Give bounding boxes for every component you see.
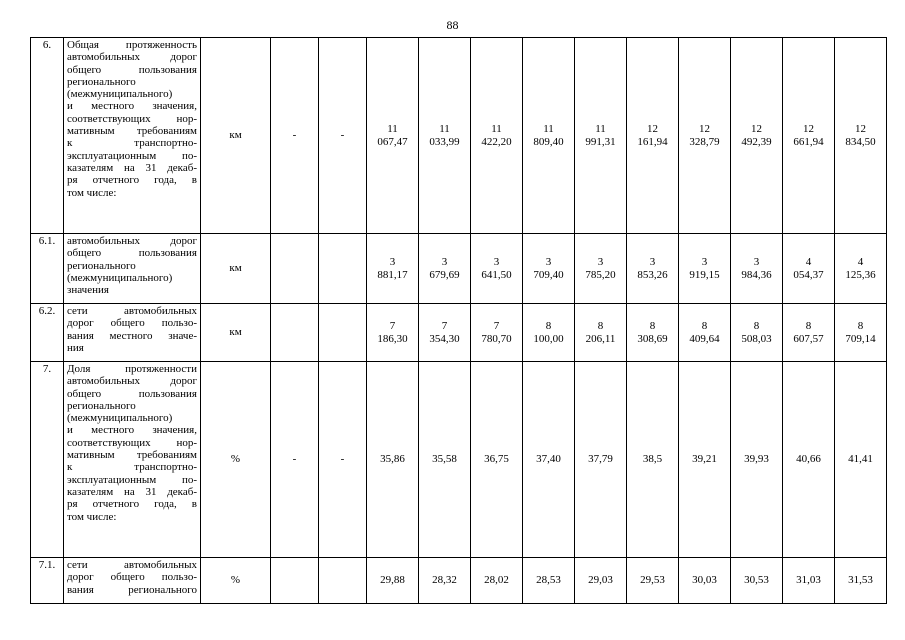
- table-row: [31, 38, 887, 234]
- year-value-cell: [783, 234, 835, 304]
- year-value-cell: [367, 362, 419, 558]
- year-value-cell: [575, 362, 627, 558]
- value-line: 033,99: [429, 135, 460, 148]
- unit-cell: %: [201, 362, 271, 558]
- year-value-cell: [783, 558, 835, 604]
- value-line: 12: [699, 123, 710, 136]
- indicator-name: [64, 234, 201, 304]
- indicator-name-line: эксплуатационным по-: [67, 149, 197, 162]
- value-line: 7: [441, 320, 448, 333]
- value-line: 054,37: [793, 268, 824, 281]
- indicator-name-line: общего пользования: [67, 387, 197, 400]
- indicator-name-line: мативным требованиям: [67, 125, 197, 138]
- row-number: 7.1.: [31, 558, 64, 604]
- year-value-cell: [783, 362, 835, 558]
- indicator-name-line: общего пользования: [67, 63, 197, 76]
- year-value-cell: [367, 304, 419, 362]
- value-line: 709,14: [845, 332, 876, 345]
- value-line: 3: [493, 256, 500, 269]
- indicator-name-line: (межмуниципального): [67, 412, 173, 425]
- value-line: 161,94: [637, 135, 668, 148]
- value-line: 8: [545, 320, 552, 333]
- value-line: 7: [493, 320, 500, 333]
- value-line: 881,17: [377, 268, 408, 281]
- value-line: 38,5: [642, 453, 663, 466]
- value-line: 8: [649, 320, 656, 333]
- value-line: 3: [753, 256, 760, 269]
- year-value-cell: [835, 234, 887, 304]
- value-line: 8: [805, 320, 812, 333]
- table-body: [31, 38, 887, 604]
- base-value-cell: [271, 304, 319, 362]
- year-value-cell: [471, 558, 523, 604]
- value-line: 661,94: [793, 135, 824, 148]
- value-line: 30,53: [744, 574, 769, 587]
- value-line: 354,30: [429, 332, 460, 345]
- year-value-cell: [783, 304, 835, 362]
- year-value-cell: [575, 558, 627, 604]
- indicator-name-line: казателям на 31 декаб-: [67, 161, 197, 174]
- year-value-cell: [731, 362, 783, 558]
- value-line: 29,03: [588, 574, 613, 587]
- value-line: 41,41: [848, 453, 873, 466]
- indicator-name-line: Доля протяженности: [67, 363, 197, 375]
- year-value-cell: [575, 304, 627, 362]
- base-value-cell: [271, 558, 319, 604]
- value-line: 39,93: [744, 453, 769, 466]
- indicator-name-line: вания регионального: [67, 583, 197, 596]
- value-line: 679,69: [429, 268, 460, 281]
- year-value-cell: [679, 362, 731, 558]
- indicator-name: [64, 362, 201, 558]
- year-value-cell: [679, 234, 731, 304]
- indicator-name: [64, 558, 201, 604]
- table-row: [31, 362, 887, 558]
- base-value-cell: -: [271, 362, 319, 558]
- year-value-cell: [783, 38, 835, 234]
- value-line: 834,50: [845, 135, 876, 148]
- value-line: 39,21: [692, 453, 717, 466]
- year-value-cell: [471, 234, 523, 304]
- value-line: 328,79: [689, 135, 720, 148]
- value-line: 641,50: [481, 268, 512, 281]
- unit-cell: км: [201, 38, 271, 234]
- value-line: 11: [387, 123, 398, 136]
- unit-cell: %: [201, 558, 271, 604]
- base-value-cell: [319, 234, 367, 304]
- value-line: 3: [597, 256, 604, 269]
- value-line: 11: [595, 123, 606, 136]
- value-line: 780,70: [481, 332, 512, 345]
- row-number: 6.2.: [31, 304, 64, 362]
- indicator-name-line: дорог общего пользо-: [67, 571, 197, 584]
- value-line: 8: [701, 320, 708, 333]
- value-line: 422,20: [481, 135, 512, 148]
- value-line: 984,36: [741, 268, 772, 281]
- value-line: 8: [857, 320, 864, 333]
- value-line: 11: [543, 123, 554, 136]
- indicator-name-line: сети автомобильных: [67, 559, 197, 571]
- value-line: 3: [389, 256, 396, 269]
- year-value-cell: [523, 362, 575, 558]
- year-value-cell: [471, 304, 523, 362]
- value-line: 3: [649, 256, 656, 269]
- year-value-cell: [679, 304, 731, 362]
- base-value-cell: -: [319, 362, 367, 558]
- base-value-cell: -: [319, 38, 367, 234]
- value-line: 607,57: [793, 332, 824, 345]
- indicator-name-line: вания местного значе-: [67, 329, 197, 342]
- value-line: 36,75: [484, 453, 509, 466]
- year-value-cell: [419, 362, 471, 558]
- year-value-cell: [731, 558, 783, 604]
- year-value-cell: [575, 234, 627, 304]
- year-value-cell: [679, 558, 731, 604]
- year-value-cell: [367, 38, 419, 234]
- year-value-cell: [627, 234, 679, 304]
- indicator-name-line: том числе:: [67, 510, 117, 523]
- value-line: 8: [753, 320, 760, 333]
- value-line: 125,36: [845, 268, 876, 281]
- year-value-cell: [523, 304, 575, 362]
- table-row: [31, 304, 887, 362]
- table-row: [31, 558, 887, 604]
- value-line: 186,30: [377, 332, 408, 345]
- indicator-name-line: регионального: [67, 75, 136, 88]
- table-row: [31, 234, 887, 304]
- value-line: 853,26: [637, 268, 668, 281]
- value-line: 508,03: [741, 332, 772, 345]
- indicator-name-line: ря отчетного года, в: [67, 174, 197, 187]
- year-value-cell: [419, 558, 471, 604]
- indicator-name-line: к транспортно-: [67, 461, 197, 474]
- year-value-cell: [523, 234, 575, 304]
- indicator-name-line: к транспортно-: [67, 137, 197, 150]
- value-line: 12: [647, 123, 658, 136]
- year-value-cell: [731, 304, 783, 362]
- value-line: 709,40: [533, 268, 564, 281]
- indicator-name-line: (межмуниципального): [67, 271, 173, 284]
- indicator-name-line: автомобильных дорог: [67, 51, 197, 64]
- indicator-name-line: соответствующих нор-: [67, 112, 197, 125]
- row-number: 6.1.: [31, 234, 64, 304]
- value-line: 8: [597, 320, 604, 333]
- value-line: 206,11: [585, 332, 616, 345]
- year-value-cell: [419, 38, 471, 234]
- indicator-name-line: автомобильных дорог: [67, 235, 197, 247]
- value-line: 12: [803, 123, 814, 136]
- year-value-cell: [731, 38, 783, 234]
- indicator-name-line: регионального: [67, 399, 136, 412]
- indicator-name-line: значения: [67, 284, 109, 297]
- value-line: 4: [857, 256, 864, 269]
- indicator-name: [64, 304, 201, 362]
- year-value-cell: [523, 558, 575, 604]
- value-line: 12: [855, 123, 866, 136]
- unit-cell: км: [201, 304, 271, 362]
- indicator-name-line: (межмуниципального): [67, 88, 173, 101]
- year-value-cell: [367, 234, 419, 304]
- value-line: 308,69: [637, 332, 668, 345]
- row-number: 7.: [31, 362, 64, 558]
- value-line: 991,31: [585, 135, 616, 148]
- value-line: 7: [389, 320, 396, 333]
- value-line: 31,03: [796, 574, 821, 587]
- value-line: 492,39: [741, 135, 772, 148]
- value-line: 35,86: [380, 453, 405, 466]
- year-value-cell: [627, 38, 679, 234]
- value-line: 919,15: [689, 268, 720, 281]
- value-line: 29,88: [380, 574, 405, 587]
- value-line: 30,03: [692, 574, 717, 587]
- indicator-name-line: ния: [67, 341, 84, 354]
- value-line: 37,40: [536, 453, 561, 466]
- value-line: 4: [805, 256, 812, 269]
- base-value-cell: [319, 558, 367, 604]
- base-value-cell: [319, 304, 367, 362]
- value-line: 785,20: [585, 268, 616, 281]
- value-line: 3: [701, 256, 708, 269]
- value-line: 28,32: [432, 574, 457, 587]
- indicator-name-line: мативным требованиям: [67, 449, 197, 462]
- indicators-table: [30, 37, 887, 604]
- value-line: 29,53: [640, 574, 665, 587]
- indicator-name-line: общего пользования: [67, 247, 197, 260]
- year-value-cell: [419, 234, 471, 304]
- value-line: 12: [751, 123, 762, 136]
- unit-cell: км: [201, 234, 271, 304]
- indicator-name-line: сети автомобильных: [67, 305, 197, 317]
- indicator-name-line: казателям на 31 декаб-: [67, 485, 197, 498]
- year-value-cell: [419, 304, 471, 362]
- indicator-name-line: и местного значения,: [67, 100, 197, 113]
- year-value-cell: [835, 38, 887, 234]
- indicator-name-line: автомобильных дорог: [67, 375, 197, 388]
- year-value-cell: [627, 558, 679, 604]
- base-value-cell: [271, 234, 319, 304]
- year-value-cell: [367, 558, 419, 604]
- value-line: 31,53: [848, 574, 873, 587]
- year-value-cell: [627, 362, 679, 558]
- value-line: 3: [441, 256, 448, 269]
- row-number: 6.: [31, 38, 64, 234]
- year-value-cell: [523, 38, 575, 234]
- indicator-name-line: ря отчетного года, в: [67, 498, 197, 511]
- year-value-cell: [627, 304, 679, 362]
- year-value-cell: [835, 304, 887, 362]
- indicator-name-line: Общая протяженность: [67, 39, 197, 51]
- value-line: 28,02: [484, 574, 509, 587]
- value-line: 3: [545, 256, 552, 269]
- value-line: 11: [491, 123, 502, 136]
- value-line: 40,66: [796, 453, 821, 466]
- base-value-cell: -: [271, 38, 319, 234]
- page-number: 88: [446, 18, 459, 32]
- year-value-cell: [835, 362, 887, 558]
- year-value-cell: [679, 38, 731, 234]
- value-line: 809,40: [533, 135, 564, 148]
- indicator-name-line: и местного значения,: [67, 424, 197, 437]
- year-value-cell: [731, 234, 783, 304]
- year-value-cell: [471, 38, 523, 234]
- indicator-name-line: регионального: [67, 259, 136, 272]
- value-line: 067,47: [377, 135, 408, 148]
- value-line: 11: [439, 123, 450, 136]
- value-line: 28,53: [536, 574, 561, 587]
- indicator-name-line: том числе:: [67, 186, 117, 199]
- value-line: 35,58: [432, 453, 457, 466]
- indicator-name-line: дорог общего пользо-: [67, 317, 197, 330]
- indicator-name-line: соответствующих нор-: [67, 436, 197, 449]
- value-line: 100,00: [533, 332, 564, 345]
- year-value-cell: [835, 558, 887, 604]
- year-value-cell: [471, 362, 523, 558]
- indicator-name: [64, 38, 201, 234]
- indicator-name-line: эксплуатационным по-: [67, 473, 197, 486]
- value-line: 37,79: [588, 453, 613, 466]
- year-value-cell: [575, 38, 627, 234]
- value-line: 409,64: [689, 332, 720, 345]
